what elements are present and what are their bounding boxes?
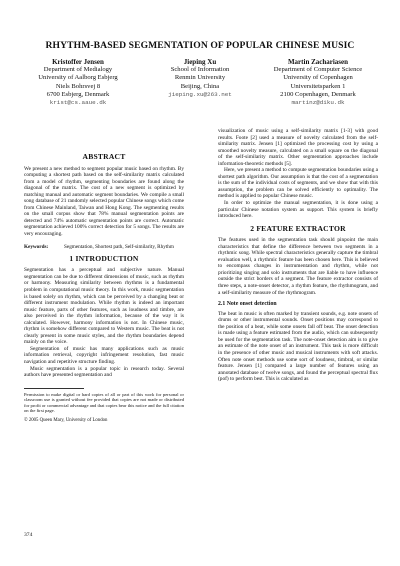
author-address: 2100 Copenhagen, Denmark (280, 90, 356, 98)
right-column (218, 128, 378, 383)
author-3 (260, 58, 376, 107)
author-address: Beijing, China (180, 82, 220, 90)
author-name: Martin Zachariasen (287, 58, 349, 66)
paper-title: RHYTHM-BASED SEGMENTATION OF POPULAR CHINESE MUSIC (45, 40, 355, 51)
copyright-notice: © 2005 Queen Mary, University of London (24, 417, 108, 423)
author-address: Universitetsparken 1 (290, 82, 346, 90)
author-block (24, 58, 376, 114)
author-affiliation: Department of Computer Science (273, 66, 363, 74)
keywords-label: Keywords: (24, 243, 49, 250)
author-affiliation: University of Copenhagen (283, 74, 353, 82)
author-affiliation: Renmin University (174, 74, 226, 82)
author-email: martinz@diku.dk (291, 99, 345, 107)
left-column (24, 148, 184, 425)
author-affiliation: Department of Medialogy (43, 66, 113, 74)
introduction-paragraph: Segmentation has a perceptual and subjective nature. Manual segmentation can be due to different dimensions of music, such as rhythm or harmony. Measuring similarity between rhythms is a fundamental problem in computational music theory. In this work, music segmentation is based solely on rhythm, which can be perceived by a changing beat or different instrument modulation. While rhythm is indeed an important music feature, parts of other features, such as loudness and timbre, are also perceived in the rhythm information, because of the way it is calculated. However, harmony information is not. In Chinese music, rhythm is somehow different compared to Western music. The beat is not clearly present in some music styles, and the rhythm boundaries depend mainly on the voice. (24, 267, 184, 346)
abstract-heading: ABSTRACT (82, 152, 126, 161)
author-affiliation: School of Information (170, 66, 230, 74)
footnote-divider (24, 388, 84, 389)
introduction-paragraph: Music segmentation is a popular topic in research today. Several authors have presented segmentation and (24, 365, 184, 379)
feature-extractor-heading: 2 FEATURE EXTRACTOR (250, 223, 346, 233)
introduction-paragraph: Segmentation of music has many applications such as music information retrieval, copyright infringement resolution, fast music navigation and repetitive structure finding. (24, 345, 184, 365)
intro-continuation-paragraph: In order to optimize the manual segmentation, it is done using a particular Chinese notation system as support. This system is briefly introduced here. (218, 200, 378, 220)
author-1 (24, 58, 132, 107)
permission-footnote: Permission to make digital or hard copies of all or part of this work for personal or classroom use is granted without fee provided that copies are not made or distributed for profit or commercial advantage and that copies bear this notice and the full citation on the first page. (24, 391, 184, 414)
page-number: 374 (24, 532, 33, 538)
note-onset-text: The beat in music is often marked by transient sounds, e.g. note onsets of drums or other instrumental sounds. Onset positions may correspond to the position of a beat, while some onsets fall off beat. The onset detection is made using a feature estimated from the audio, which can subsequently be used for the segmentation task. The note-onset detection aim is to give an estimate of the note onset of an instrument. This task is more difficult in the presence of other music and musical instruments with soft attacks. Often note onset methods use some sort of loudness, timbral, or similar feature. Jensen [1] compared a large number of features using an annotated database of twelve songs, and found the perceptual spectral flux (pof) to perform best. This is calculated as (218, 310, 378, 383)
author-address: Niels Bohrsvej 8 (55, 82, 101, 90)
intro-continuation-paragraph: visualization of music using a self-similarity matrix [1-3] with good results. Foote [2] used a measure of novelty calculated from the self-similarity matrix. Jensen [1] optimized the processing cost by using a smoothed novelty measure, calculated on a small square on the diagonal of the self-similarity matrix. Other segmentation approaches include information-theoretic methods [5]. (218, 128, 378, 167)
author-name: Jieping Xu (183, 58, 217, 66)
author-2 (146, 58, 254, 99)
introduction-heading: 1 INTRODUCTION (69, 253, 139, 263)
abstract-text: We present a new method to segment popular music based on rhythm. By computing a shortest path based on the self-similarity matrix calculated from a model of rhythm, segmenting boundaries are found along the diagonal of the matrix. The cost of a new segment is optimized by matching manual and automatic segment boundaries. We compile a small song database of 21 randomly selected popular Chinese songs which come from Chinese Mainland, Taiwan and Hong Kong. The segmenting results on the small corpus show that 78% manual segmentation points are detected and 74% automatic segmentation points are correct. Automatic segmentation achieved 100% correct detection for 5 songs. The results are very encouraging. (24, 165, 184, 238)
note-onset-heading: 2.1 Note onset detection (218, 301, 277, 308)
author-affiliation: University of Aalborg Esbjerg (38, 74, 118, 82)
author-email: krist@cs.aaue.dk (49, 99, 107, 107)
author-address: 6700 Esbjerg, Denmark (46, 90, 110, 98)
keywords (24, 244, 184, 250)
author-email: jieping.xu@263.net (168, 90, 232, 98)
feature-extractor-text: The features used in the segmentation task should pinpoint the main characteristics that define the difference between two segments in a rhythmic song. While spectral characteristics generally capture the timbral evaluation well, a rhythmic feature has been chosen here. This is believed to encompass changes in instrumentation and rhythm, while not prioritizing singing and solo instruments that are liable to have influence outside the strict borders of a segment. The feature extractor consists of three steps, a note-onset detector, a rhythm feature, the rhythmogram, and a self-similarity measure of the rhythmogram. (218, 237, 378, 296)
keywords-text: Segmentation, Shortest path, Self-similarity, Rhythm (64, 243, 174, 250)
intro-continuation-paragraph: Here, we present a method to compute segmentation boundaries using a shortest path algorithm. Our assumption is that the cost of a segmentation is the sum of the individual costs of segments, and we show that with this assumption, the problem can be solved efficiently to optimality. The method is applied to popular Chinese music. (218, 167, 378, 200)
author-name: Kristoffer Jensen (52, 58, 104, 66)
